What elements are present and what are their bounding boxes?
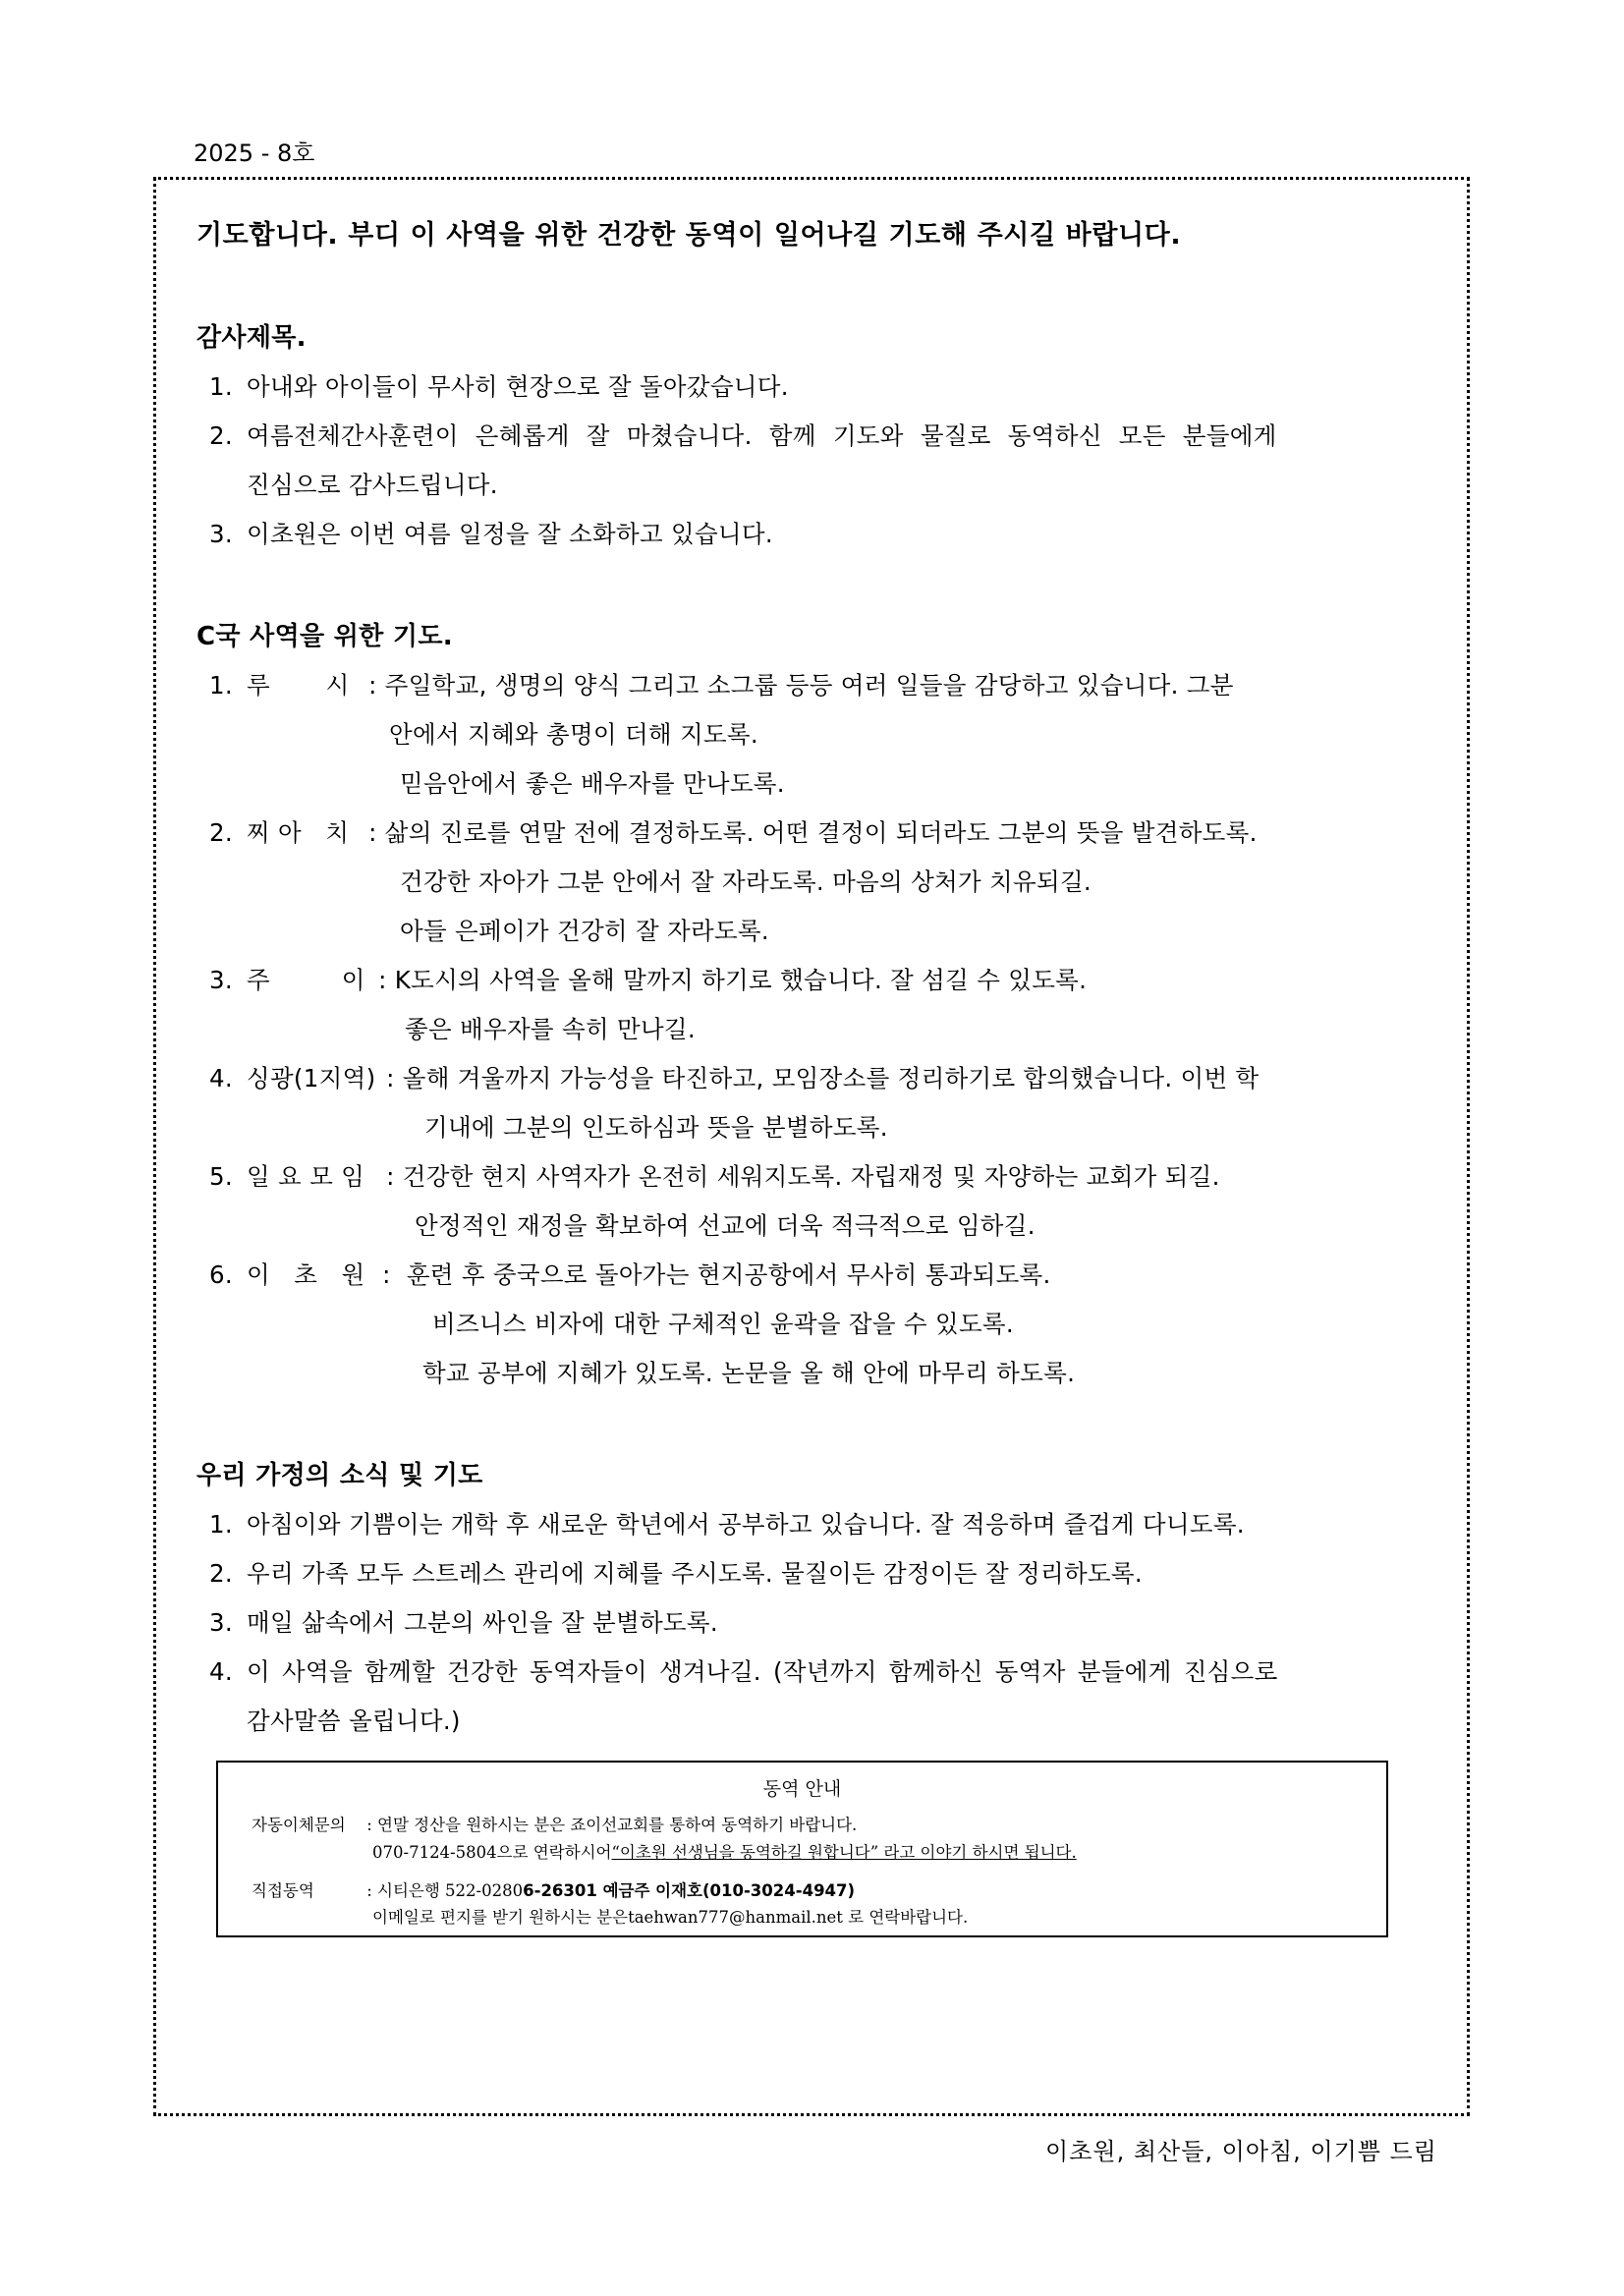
item-text-continued: 학교 공부에 지혜가 있도록. 논문을 올 해 안에 마무리 하도록. — [422, 1359, 1076, 1387]
item-number: 3. — [209, 520, 233, 548]
spacer — [196, 260, 1454, 313]
item-text: 매일 삶속에서 그분의 싸인을 잘 분별하도록. — [247, 1608, 718, 1637]
item-text-continued: 건강한 자아가 그분 안에서 잘 자라도록. 마음의 상처가 치유되길. — [400, 868, 1092, 896]
thanks-item — [196, 510, 1454, 559]
item-text: 건강한 현지 사역자가 온전히 세워지도록. 자립재정 및 자양하는 교회가 되길. — [402, 1162, 1220, 1191]
item-number: 2. — [209, 1559, 233, 1588]
item-text-continued: 기내에 그분의 인도하심과 뜻을 분별하도록. — [424, 1113, 888, 1142]
item-number: 3. — [209, 966, 233, 994]
item-text: 올해 겨울까지 가능성을 타진하고, 모임장소를 정리하기로 합의했습니다. 이번 학 — [402, 1064, 1260, 1092]
separator: : — [370, 966, 395, 994]
item-number: 4. — [209, 1064, 233, 1092]
direct-support-row — [252, 1877, 855, 1901]
item-text: 여름전체간사훈련이 은혜롭게 잘 마쳤습니다. 함께 기도와 물질로 동역하신 모든 분들에게 — [247, 421, 1277, 450]
item-text: 아내와 아이들이 무사히 현장으로 잘 돌아갔습니다. — [247, 372, 789, 401]
auto-transfer-script: “이초원 선생님을 동역하길 원합니다” 라고 이야기 하시면 됩니다. — [611, 1843, 1077, 1862]
issue-number: 2025 - 8호 — [194, 140, 315, 167]
item-number: 2. — [209, 818, 233, 847]
prayer-item — [196, 809, 1454, 858]
item-number: 5. — [209, 1162, 233, 1191]
item-text: 아침이와 기쁨이는 개학 후 새로운 학년에서 공부하고 있습니다. 잘 적응하며 즐겁게 다니도록. — [247, 1510, 1245, 1539]
separator: : — [378, 1064, 403, 1092]
spacer — [196, 1398, 1454, 1451]
item-text-continued: 진심으로 감사드립니다. — [247, 471, 498, 499]
person-name: 찌 아 치 — [247, 818, 350, 847]
person-name: 루 시 — [247, 671, 350, 700]
item-text-continued: 비즈니스 비자에 대한 구체적인 윤곽을 잡을 수 있도록. — [432, 1310, 1014, 1338]
item-number: 1. — [209, 372, 233, 401]
item-number: 1. — [209, 1510, 233, 1539]
auto-transfer-contact-row — [252, 1839, 1077, 1863]
item-text-continued: 좋은 배우자를 속히 만나길. — [405, 1015, 696, 1043]
item-text: 주일학교, 생명의 양식 그리고 소그룹 등등 여러 일들을 감당하고 있습니다. 그분 — [384, 671, 1234, 700]
c-country-section — [196, 612, 1454, 1398]
item-text: 삶의 진로를 연말 전에 결정하도록. 어떤 결정이 되더라도 그분의 뜻을 발견하도록. — [384, 818, 1258, 847]
thanks-item — [196, 412, 1454, 510]
item-text-continued: 감사말씀 올립니다.) — [247, 1707, 461, 1735]
person-name: 싱광(1지역) — [247, 1064, 376, 1092]
separator: : — [361, 671, 385, 700]
item-text-continued: 안정적인 재정을 확보하여 선교에 더욱 적극적으로 임하길. — [415, 1211, 1036, 1240]
section-title-thanks: 감사제목. — [196, 323, 307, 353]
item-text-continued: 안에서 지혜와 총명이 더해 지도록. — [389, 720, 758, 749]
email-row — [252, 1904, 968, 1928]
auto-transfer-text: : 연말 정산을 원하시는 분은 죠이선교회를 통하여 동역하기 바랍니다. — [366, 1816, 858, 1834]
email-address[interactable]: taehwan777@hanmail.net — [628, 1908, 843, 1927]
email-prefix-text: 이메일로 편지를 받기 원하시는 분은 — [372, 1908, 629, 1927]
auto-transfer-row — [252, 1812, 857, 1835]
prayer-item — [196, 956, 1454, 1005]
family-item — [196, 1648, 1454, 1746]
family-item — [196, 1500, 1454, 1549]
family-item — [196, 1598, 1454, 1648]
item-number: 3. — [209, 1608, 233, 1637]
separator: : — [374, 1260, 407, 1289]
item-text: 훈련 후 중국으로 돌아가는 현지공항에서 무사히 통과되도록. — [406, 1260, 1051, 1289]
direct-support-label: 직접동역 — [252, 1881, 314, 1900]
section-title-family: 우리 가정의 소식 및 기도 — [196, 1461, 483, 1490]
prayer-item — [196, 1054, 1454, 1103]
person-name: 이 초 원 — [247, 1260, 365, 1289]
support-info-box — [216, 1761, 1388, 1937]
prayer-item — [196, 1251, 1454, 1300]
family-item — [196, 1549, 1454, 1598]
letter-body — [196, 211, 1454, 1746]
item-number: 1. — [209, 671, 233, 700]
item-number: 6. — [209, 1260, 233, 1289]
item-text: 이초원은 이번 여름 일정을 잘 소화하고 있습니다. — [247, 520, 773, 548]
prayer-item — [196, 1152, 1454, 1202]
headline: 기도합니다. 부디 이 사역을 위한 건강한 동역이 일어나길 기도해 주시길 바랍니다. — [196, 220, 1182, 251]
signature: 이초원, 최산들, 이아침, 이기쁨 드림 — [1045, 2138, 1437, 2165]
item-text: 우리 가족 모두 스트레스 관리에 지혜를 주시도록. 물질이든 감정이든 잘 정리하도록. — [247, 1559, 1143, 1588]
item-text: 이 사역을 함께할 건강한 동역자들이 생겨나길. (작년까지 함께하신 동역자 분들에게 진심으로 — [247, 1657, 1278, 1686]
separator: : — [378, 1162, 403, 1191]
item-number: 2. — [209, 421, 233, 450]
thanks-section — [196, 313, 1454, 559]
bank-account-text: : 시티은행 522-0280 — [366, 1881, 524, 1900]
email-suffix-text: 로 연락바랍니다. — [842, 1908, 969, 1927]
item-text: K도시의 사역을 올해 말까지 하기로 했습니다. 잘 섬길 수 있도록. — [394, 966, 1088, 994]
auto-transfer-phone-text: 070-7124-5804으로 연락하시어 — [372, 1843, 612, 1862]
person-name: 주 이 — [247, 966, 365, 994]
section-title-c-country: C국 사역을 위한 기도. — [196, 622, 453, 651]
person-name: 일 요 모 임 — [247, 1162, 365, 1191]
family-section — [196, 1451, 1454, 1746]
support-info-title: 동역 안내 — [762, 1778, 842, 1800]
item-text-continued: 아들 은페이가 건강히 잘 자라도록. — [400, 917, 769, 945]
thanks-item — [196, 363, 1454, 412]
account-holder-text: 6-26301 예금주 이재호(010-3024-4947) — [523, 1881, 856, 1900]
item-text-continued: 믿음안에서 좋은 배우자를 만나도록. — [400, 769, 785, 798]
prayer-item — [196, 661, 1454, 710]
spacer — [196, 559, 1454, 612]
auto-transfer-label: 자동이체문의 — [252, 1816, 346, 1834]
separator: : — [361, 818, 385, 847]
item-number: 4. — [209, 1657, 233, 1686]
